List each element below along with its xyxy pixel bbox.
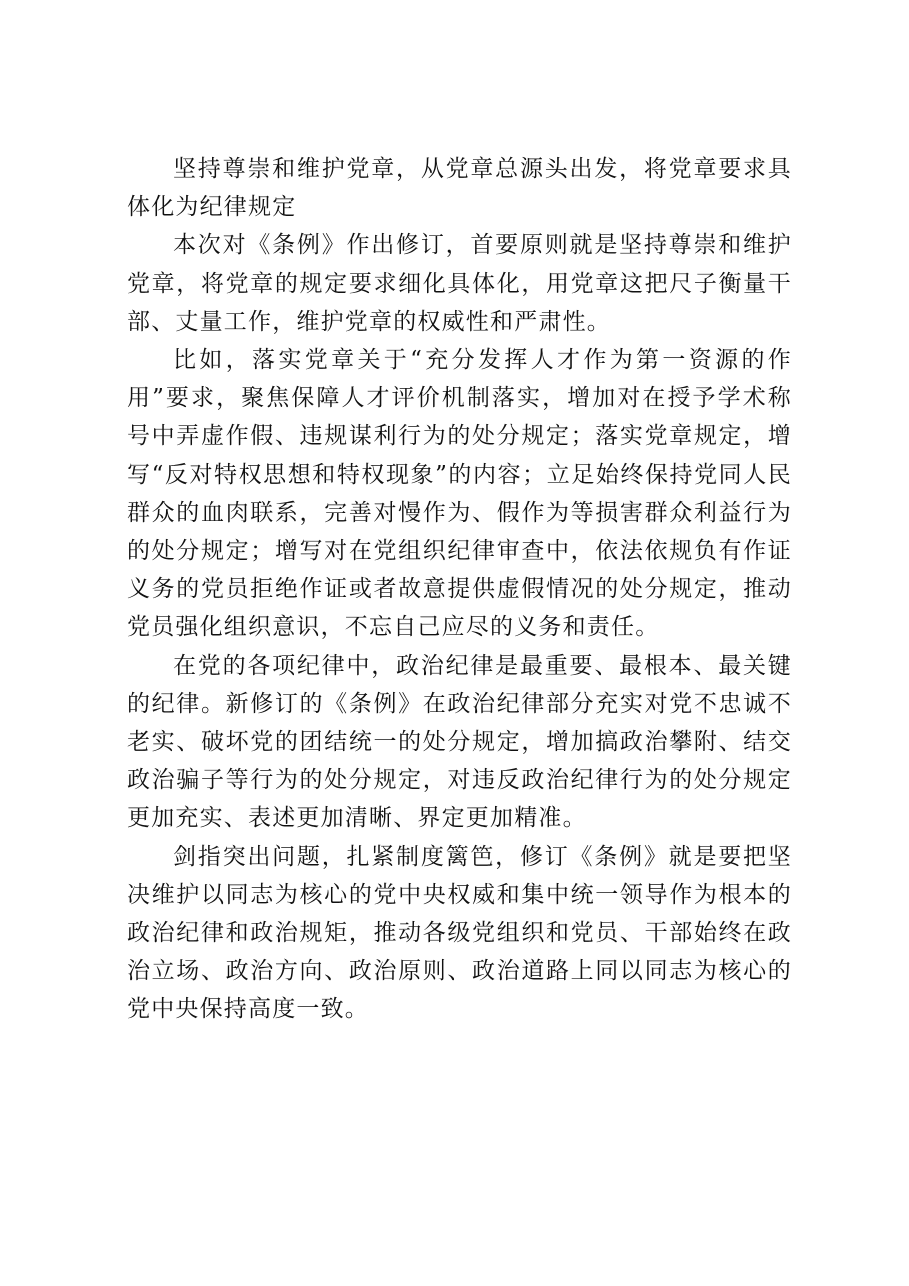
paragraph: 本次对《条例》作出修订，首要原则就是坚持尊崇和维护党章，将党章的规定要求细化具体化，用党章这把尺子衡量干部、丈量工作，维护党章的权威性和严肃性。 <box>127 232 792 335</box>
paragraph: 剑指突出问题，扎紧制度篱笆，修订《条例》就是要把坚决维护以同志为核心的党中央权威和集中统一领导作为根本的政治纪律和政治规矩，推动各级党组织和党员、干部始终在政治立场、政治方向、政治原则、政治道路上同以同志为核心的党中央保持高度一致。 <box>127 843 792 1023</box>
paragraph-heading: 坚持尊崇和维护党章，从党章总源头出发，将党章要求具体化为纪律规定 <box>127 156 792 221</box>
paragraph: 在党的各项纪律中，政治纪律是最重要、最根本、最关键的纪律。新修订的《条例》在政治纪律部分充实对党不忠诚不老实、破坏党的团结统一的处分规定，增加搞政治攀附、结交政治骗子等行为的处分规定，对违反政治纪律行为的处分规定更加充实、表述更加清晰、界定更加精准。 <box>127 652 792 832</box>
document-body <box>127 150 792 1029</box>
paragraph: 比如，落实党章关于“充分发挥人才作为第一资源的作用”要求，聚焦保障人才评价机制落实，增加对在授予学术称号中弄虚作假、违规谋利行为的处分规定；落实党章规定，增写“反对特权思想和特权现象”的内容；立足始终保持党同人民群众的血肉联系，完善对慢作为、假作为等损害群众利益行为的处分规定；增写对在党组织纪律审查中，依法依规负有作证义务的党员拒绝作证或者故意提供虚假情况的处分规定，推动党员强化组织意识，不忘自己应尽的义务和责任。 <box>127 347 792 641</box>
